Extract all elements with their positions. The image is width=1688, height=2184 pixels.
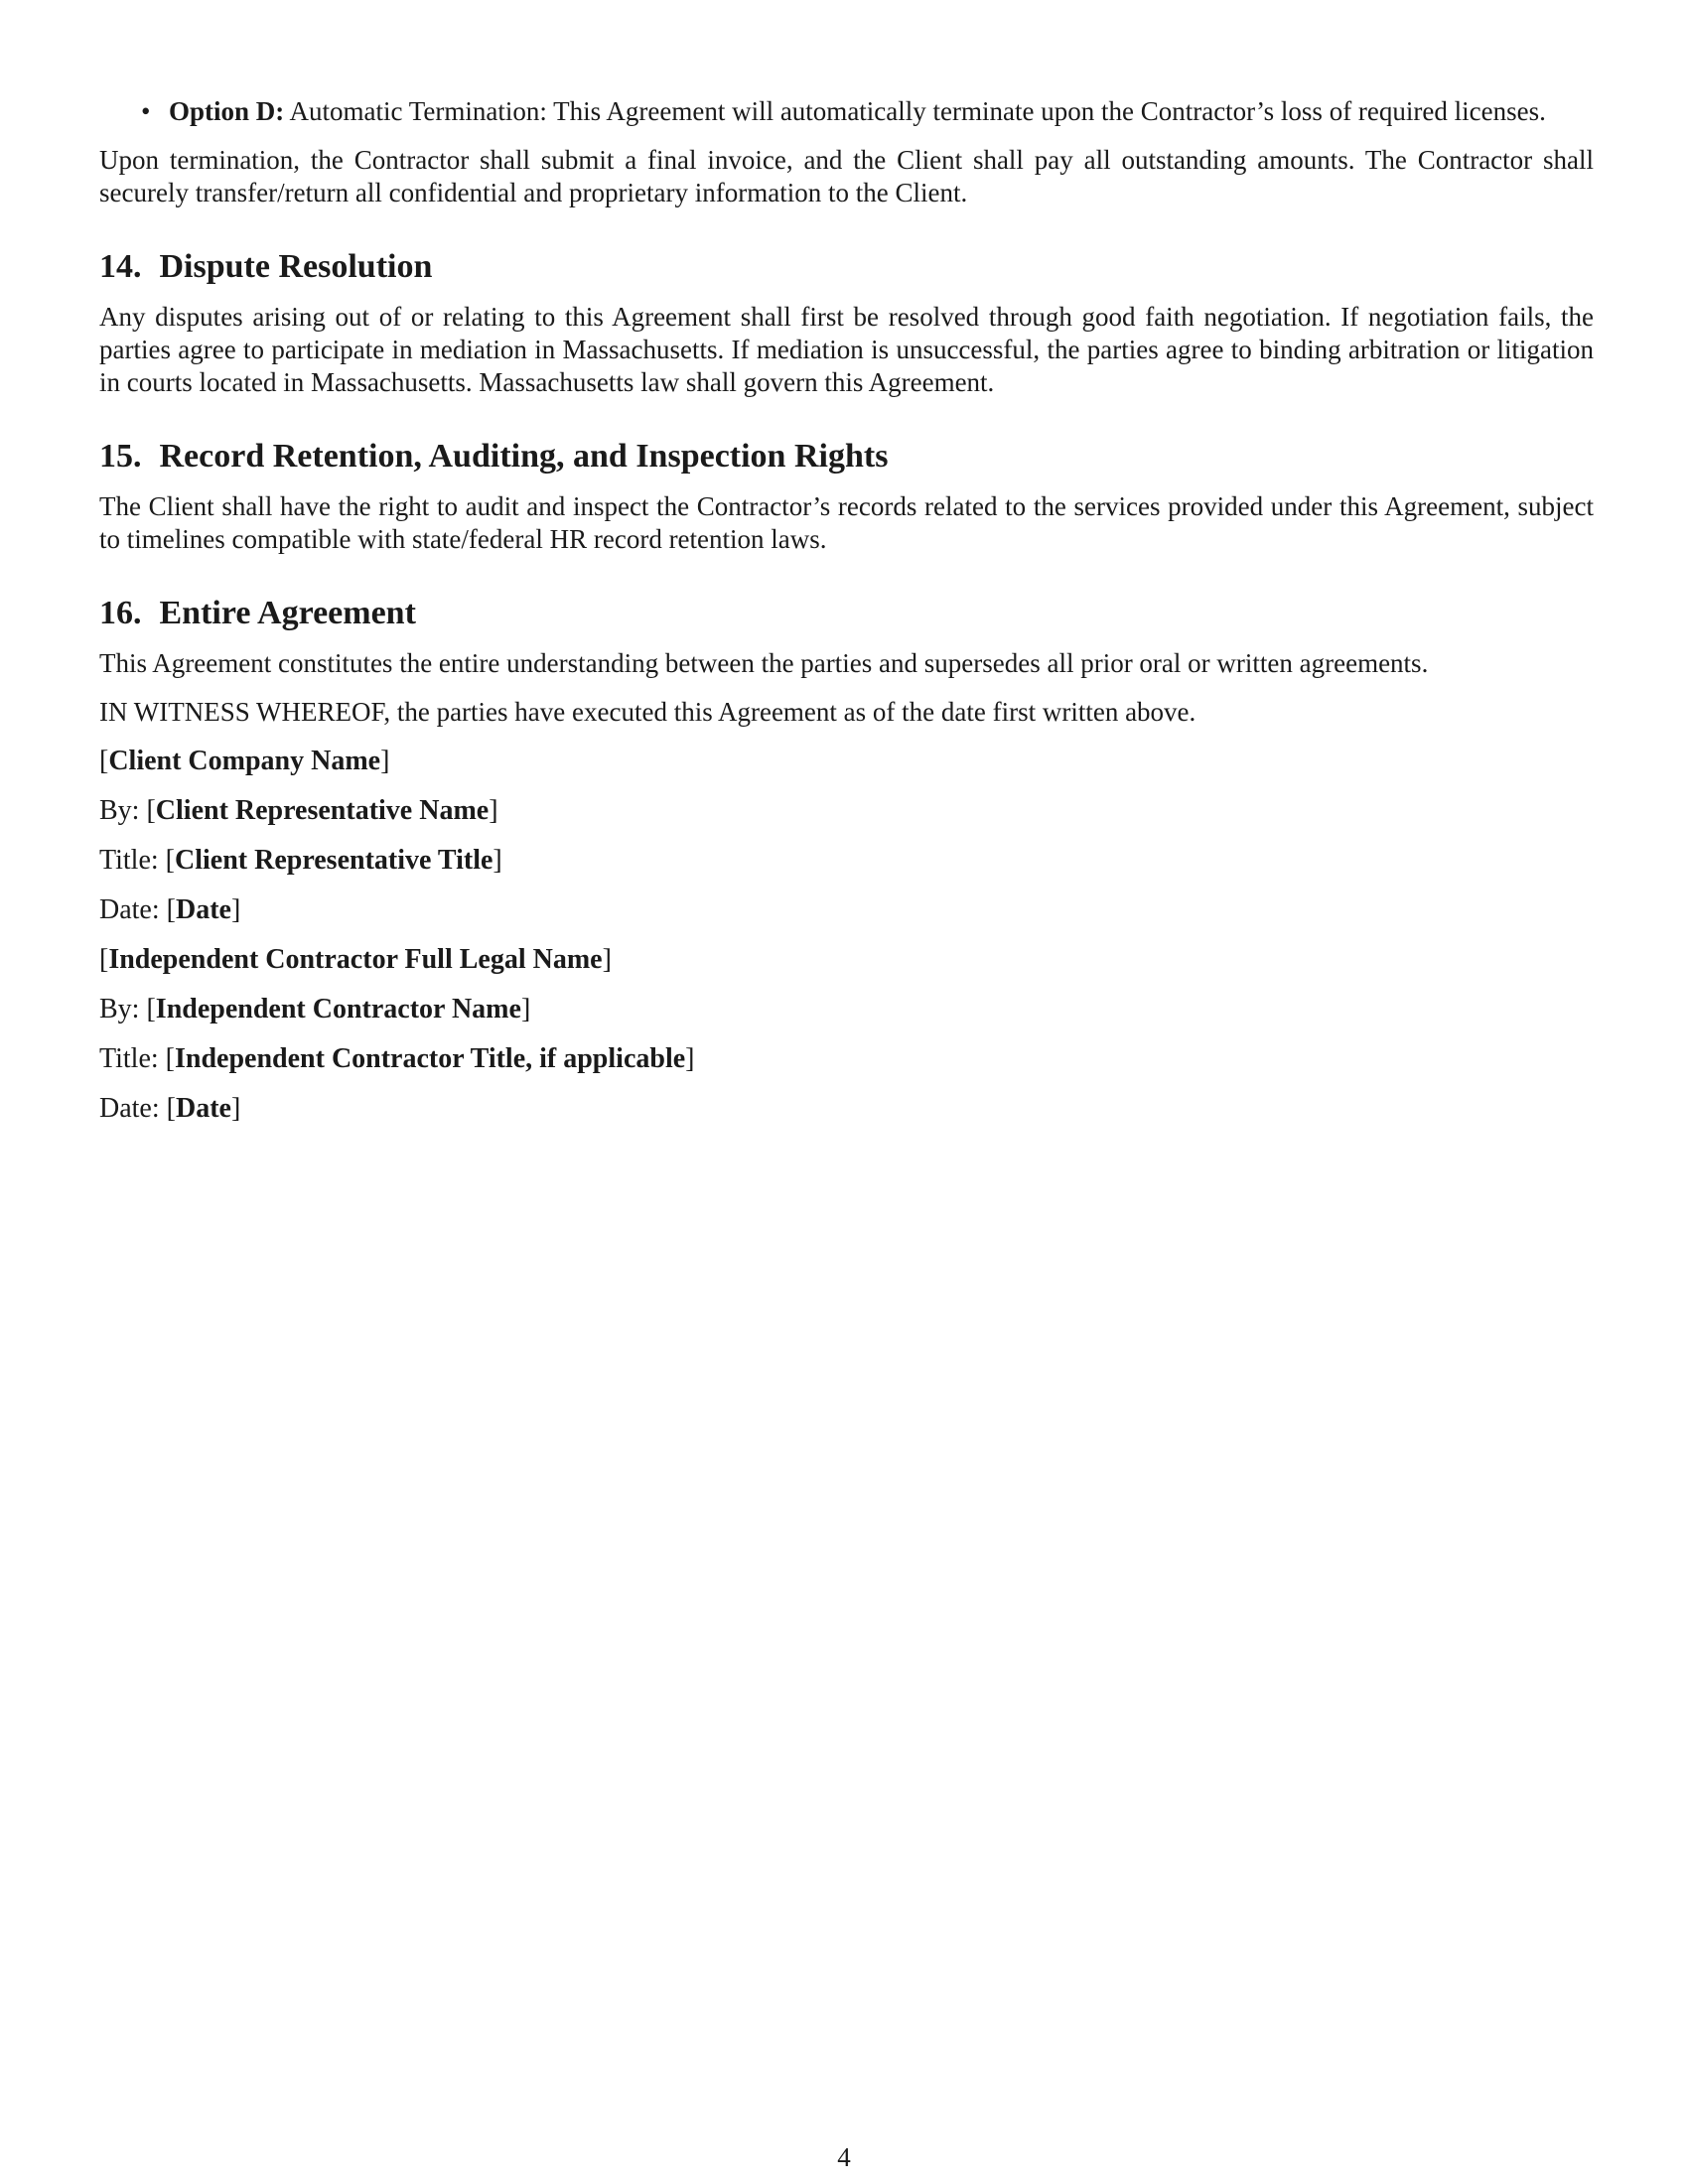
section-number: 14. bbox=[99, 248, 142, 285]
section-body-record-retention: The Client shall have the right to audit and inspect the Contractor’s records related to the services provided under this Agreement, subject to timelines compatible with state/federal HR record retention laws. bbox=[99, 491, 1594, 554]
section-title: Entire Agreement bbox=[159, 595, 416, 631]
section-heading-record-retention bbox=[99, 437, 1594, 477]
document-page bbox=[99, 95, 1594, 1142]
section-title: Record Retention, Auditing, and Inspection Rights bbox=[159, 438, 889, 475]
contractor-date-value: Date bbox=[175, 1093, 231, 1124]
contractor-company-name: [Independent Contractor Full Legal Name] bbox=[99, 944, 612, 975]
contractor-date-line: Date: [Date] bbox=[99, 1093, 241, 1124]
section-heading-entire-agreement bbox=[99, 594, 1594, 633]
client-by-line: By: [Client Representative Name] bbox=[99, 795, 498, 826]
termination-options-list bbox=[99, 95, 1594, 128]
client-date-line: Date: [Date] bbox=[99, 894, 241, 925]
title-label: Title: bbox=[99, 1043, 159, 1074]
section-body-entire-agreement: This Agreement constitutes the entire understanding between the parties and supersedes all prior oral or written agreements. bbox=[99, 648, 1429, 678]
client-title-line: Title: [Client Representative Title] bbox=[99, 845, 502, 876]
page-number: 4 bbox=[837, 2142, 851, 2172]
by-label: By: bbox=[99, 795, 140, 826]
client-company-value: Client Company Name bbox=[108, 746, 381, 776]
client-date-value: Date bbox=[175, 894, 231, 925]
section-body-dispute-resolution: Any disputes arising out of or relating to this Agreement shall first be resolved through good faith negotiation. If negotiation fails, the parties agree to participate in mediation in Massachusetts. If mediation is unsuccessful, the parties agree to binding arbitration or litigation in courts located in Massachusetts. Massachusetts law shall govern this Agreement. bbox=[99, 302, 1594, 397]
date-label: Date: bbox=[99, 1093, 160, 1124]
contractor-title-value: Independent Contractor Title, if applicable bbox=[175, 1043, 686, 1074]
list-item bbox=[141, 95, 1594, 128]
termination-closing-paragraph: Upon termination, the Contractor shall submit a final invoice, and the Client shall pay all outstanding amounts. The Contractor shall securely transfer/return all confidential and proprietary information to the Client. bbox=[99, 145, 1594, 207]
contractor-signature-block bbox=[99, 943, 1594, 1126]
section-number: 15. bbox=[99, 438, 142, 475]
contractor-representative-name: Independent Contractor Name bbox=[155, 994, 521, 1024]
client-representative-title: Client Representative Title bbox=[175, 845, 493, 876]
section-title: Dispute Resolution bbox=[159, 248, 433, 285]
client-representative-name: Client Representative Name bbox=[155, 795, 490, 826]
witness-statement: IN WITNESS WHEREOF, the parties have executed this Agreement as of the date first written above. bbox=[99, 697, 1196, 727]
contractor-by-line: By: [Independent Contractor Name] bbox=[99, 994, 531, 1024]
section-number: 16. bbox=[99, 595, 142, 631]
by-label: By: bbox=[99, 994, 140, 1024]
client-company-name: [Client Company Name] bbox=[99, 746, 390, 776]
contractor-title-line: Title: [Independent Contractor Title, if applicable] bbox=[99, 1043, 695, 1074]
date-label: Date: bbox=[99, 894, 160, 925]
option-text: Automatic Termination: This Agreement will automatically terminate upon the Contractor’s loss of required licenses. bbox=[289, 96, 1546, 126]
option-label: Option D: bbox=[169, 96, 285, 126]
title-label: Title: bbox=[99, 845, 159, 876]
bullet-icon: • bbox=[141, 96, 151, 126]
contractor-name-value: Independent Contractor Full Legal Name bbox=[108, 944, 603, 975]
client-signature-block bbox=[99, 745, 1594, 927]
section-heading-dispute-resolution bbox=[99, 247, 1594, 287]
